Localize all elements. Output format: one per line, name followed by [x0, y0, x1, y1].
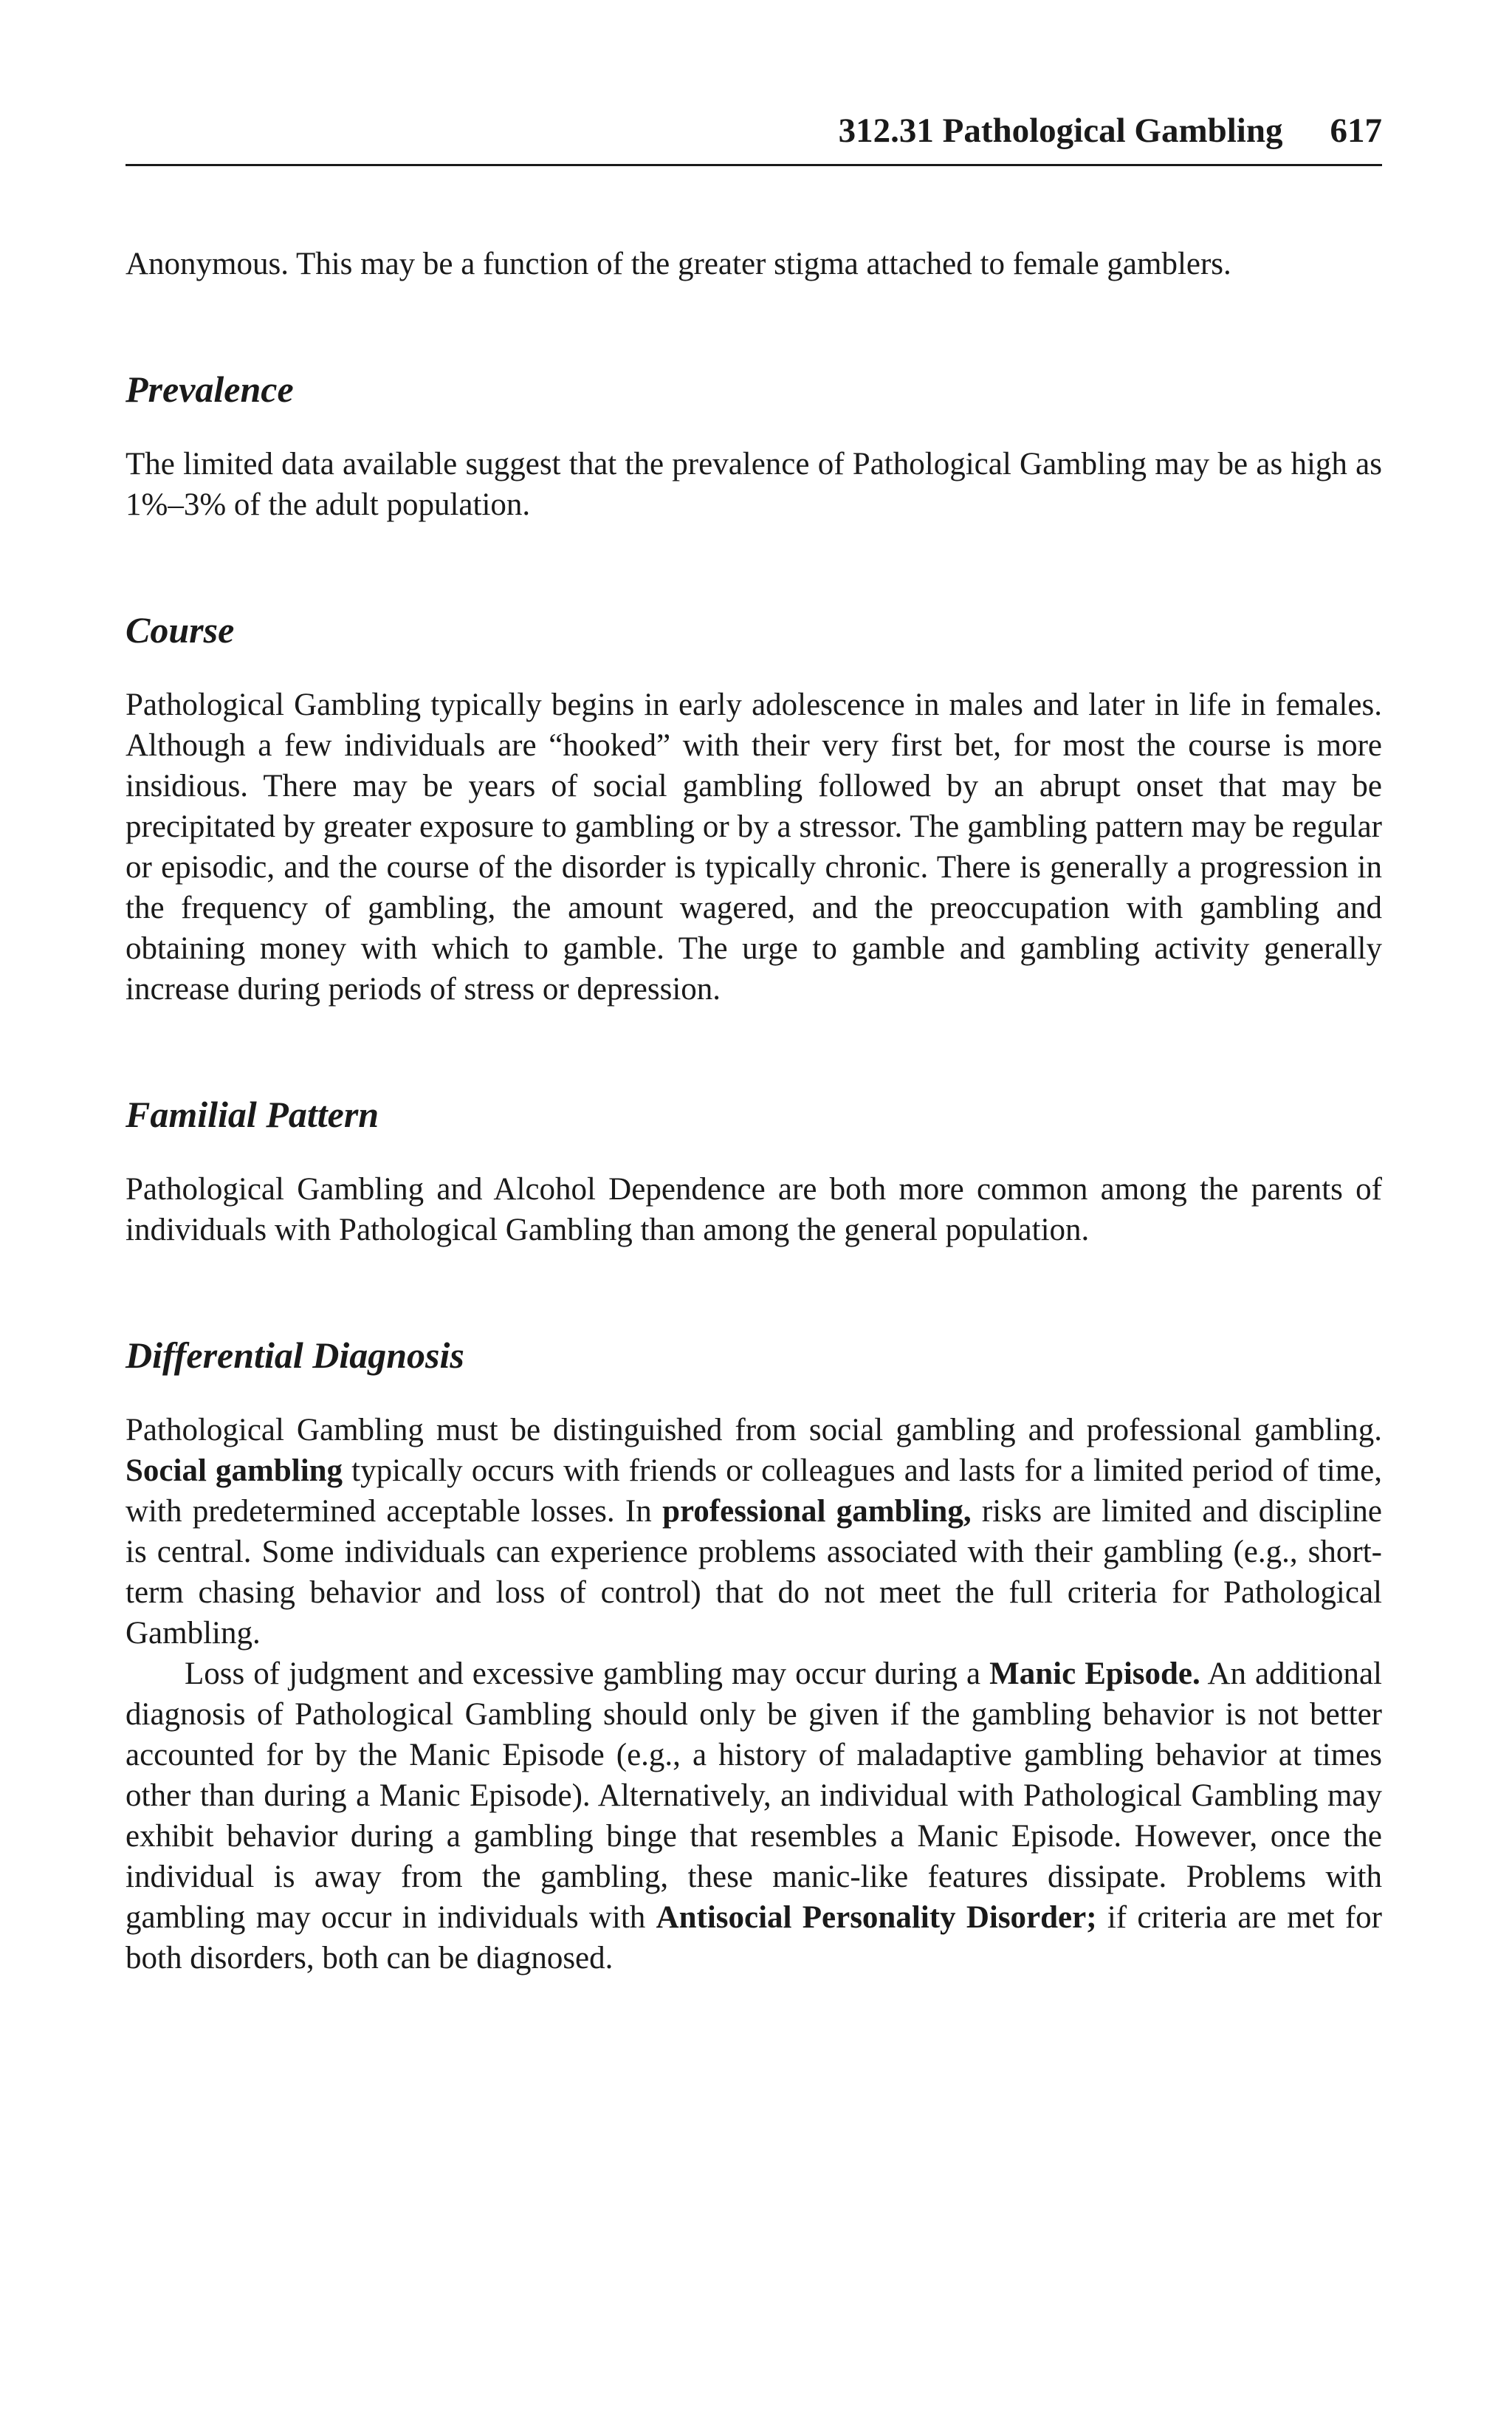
continued-paragraph: Anonymous. This may be a function of the greater stigma attached to female gamblers. [126, 247, 1231, 281]
section-differential-diagnosis [126, 1333, 1382, 1978]
term-social-gambling: Social gambling [126, 1453, 343, 1488]
text-run: Pathological Gambling must be distinguished from social gambling and professional gambling. [126, 1413, 1382, 1447]
term-antisocial-personality-disorder: Antisocial Personality Disorder; [656, 1900, 1097, 1935]
familial-paragraph: Pathological Gambling and Alcohol Dependence are both more common among the parents of individuals with Pathological Gambling than among the general population. [126, 1172, 1382, 1247]
prevalence-paragraph: The limited data available suggest that the prevalence of Pathological Gambling may be as high as 1%–3% of the adult population. [126, 447, 1382, 522]
term-manic-episode: Manic Episode. [989, 1656, 1200, 1691]
running-header [126, 111, 1382, 166]
section-familial-pattern [126, 1092, 1382, 1250]
text-run: An additional diagnosis of Pathological Gambling should only be given if the gambling behavior is not better accounted for by the Manic Episode (e.g., a history of maladaptive gambling behavior at times other than during a Manic Episode). Alternatively, an individual with Pathological Gambling may exhibit behavior during a gambling binge that resembles a Manic Episode. However, once the individual is away from the gambling, these manic-like features dissipate. Problems with gambling may occur in individuals with [126, 1656, 1383, 1935]
course-paragraph: Pathological Gambling typically begins in early adolescence in males and later in life in females. Although a few individuals are “hooked” with their very first bet, for most the course is more insidious. There may be years of social gambling followed by an abrupt onset that may be precipitated by greater exposure to gambling or by a stressor. The gambling pattern may be regular or episodic, and the course of the disorder is typically chronic. There is generally a progression in the frequency of gambling, the amount wagered, and the preoccupation with gambling and obtaining money with which to gamble. The urge to gamble and gambling activity generally increase during periods of stress or depression. [126, 688, 1382, 1007]
page-number: 617 [1330, 112, 1382, 150]
text-run: risks are limited and discipline is central. Some individuals can experience problems associated with their gambling (e.g., short-term chasing behavior and loss of control) that do not meet the full criteria for Pathological Gambling. [126, 1494, 1382, 1651]
differential-paragraph-1 [126, 1410, 1382, 1654]
heading-course: Course [126, 609, 235, 651]
text-run: if criteria are met for both disorders, both can be diagnosed. [126, 1900, 1382, 1975]
heading-differential-diagnosis: Differential Diagnosis [126, 1334, 464, 1376]
section-course [126, 608, 1382, 1010]
heading-prevalence: Prevalence [126, 369, 294, 410]
section-prevalence [126, 367, 1382, 525]
document-page [126, 111, 1382, 1978]
text-run: Loss of judgment and excessive gambling may occur during a [185, 1656, 990, 1691]
text-run: typically occurs with friends or colleagues and lasts for a limited period of time, with predetermined acceptable losses. In [126, 1453, 1382, 1529]
heading-familial-pattern: Familial Pattern [126, 1094, 379, 1135]
header-section-title: 312.31 Pathological Gambling [838, 112, 1283, 150]
differential-paragraph-2 [126, 1654, 1382, 1978]
term-professional-gambling: professional gambling, [662, 1494, 972, 1529]
